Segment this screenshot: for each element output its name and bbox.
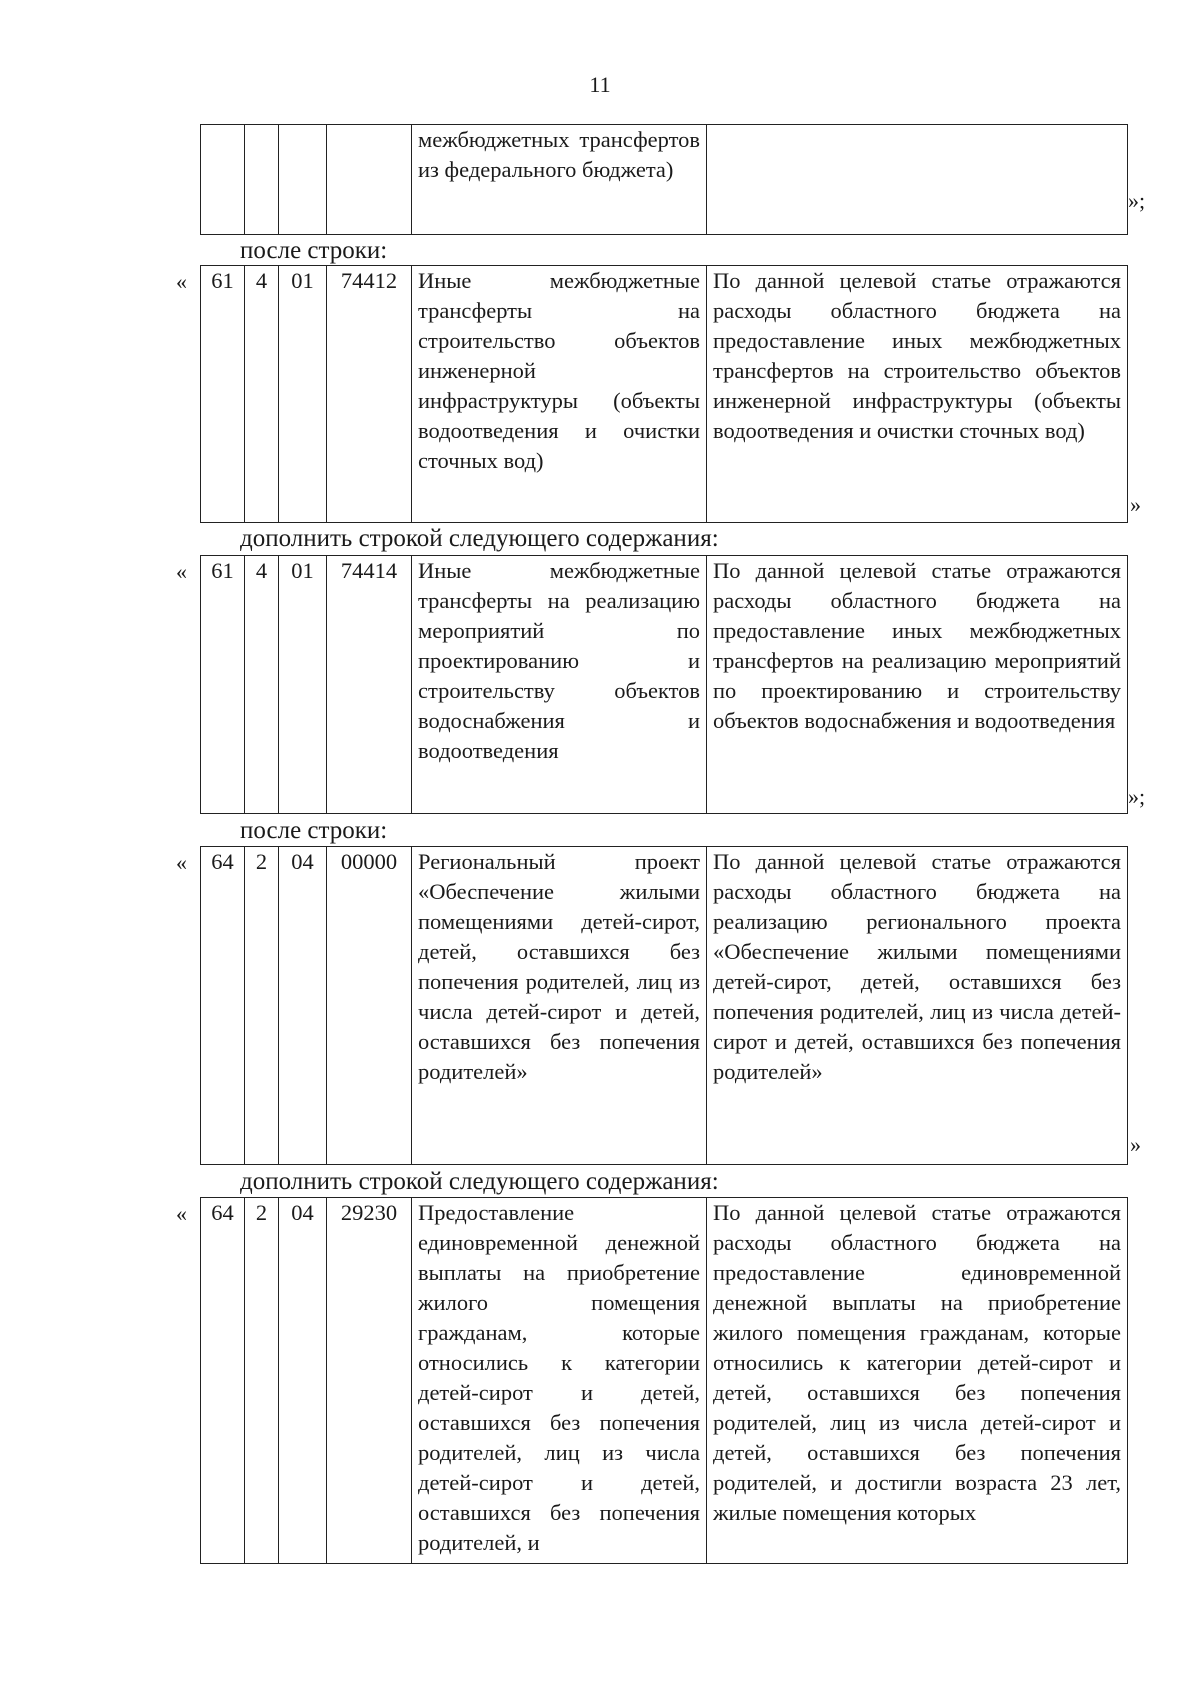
- code-group: 04: [279, 847, 327, 1165]
- code-subprogram: 4: [245, 556, 279, 814]
- budget-table: [200, 124, 1128, 235]
- opening-quote-mark: «: [176, 850, 187, 875]
- closing-quote-mark: »;: [1128, 188, 1146, 213]
- row-name-cell: Иные межбюджетные трансферты на строительство объектов инженерной инфраструктуры (объекты водоотведения и очистки сточных вод): [412, 266, 707, 523]
- budget-table: [200, 555, 1128, 814]
- code-program: 64: [201, 847, 245, 1165]
- code-program: 61: [201, 556, 245, 814]
- instruction-add-row: дополнить строкой следующего содержания:: [240, 1168, 719, 1195]
- opening-quote-mark: «: [176, 1201, 187, 1226]
- code-program: [201, 125, 245, 235]
- table-block-74412: [200, 265, 1128, 523]
- instruction-after-row: после строки:: [240, 817, 388, 844]
- code-subprogram: 4: [245, 266, 279, 523]
- code-direction: 74414: [327, 556, 412, 814]
- code-program: 64: [201, 1198, 245, 1564]
- budget-table: [200, 1197, 1128, 1564]
- code-direction: 74412: [327, 266, 412, 523]
- code-group: [279, 125, 327, 235]
- table-row: [201, 847, 1128, 1165]
- code-direction: [327, 125, 412, 235]
- table-block-continuation: [200, 124, 1128, 235]
- code-group: 01: [279, 266, 327, 523]
- code-program: 61: [201, 266, 245, 523]
- row-name-cell: Региональный проект «Обеспечение жилыми помещениями детей-сирот, детей, оставшихся без попечения родителей, лиц из числа детей-сирот и детей, оставшихся без попечения родителей»: [412, 847, 707, 1165]
- row-description-cell: По данной целевой статье отражаются расходы областного бюджета на реализацию регионального проекта «Обеспечение жилыми помещениями детей-сирот, детей, оставшихся без попечения родителей, лиц из числа детей-сирот и детей, оставшихся без попечения родителей»: [707, 847, 1128, 1165]
- code-subprogram: 2: [245, 1198, 279, 1564]
- row-description-cell: По данной целевой статье отражаются расходы областного бюджета на предоставление единовременной денежной выплаты на приобретение жилого помещения гражданам, которые относились к категории детей-сирот и детей, оставшихся без попечения родителей, лиц из числа детей-сирот и детей, оставшихся без попечения родителей, и достигли возраста 23 лет, жилые помещения которых: [707, 1198, 1128, 1564]
- table-row: [201, 556, 1128, 814]
- closing-quote-mark: »: [1130, 492, 1141, 517]
- row-description-cell: [707, 125, 1128, 235]
- code-subprogram: 2: [245, 847, 279, 1165]
- table-row: [201, 1198, 1128, 1564]
- budget-table: [200, 265, 1128, 523]
- instruction-after-row: после строки:: [240, 237, 388, 264]
- table-row: [201, 266, 1128, 523]
- row-name-cell: Иные межбюджетные трансферты на реализацию мероприятий по проектированию и строительству объектов водоснабжения и водоотведения: [412, 556, 707, 814]
- code-direction: 00000: [327, 847, 412, 1165]
- code-direction: 29230: [327, 1198, 412, 1564]
- row-description-cell: По данной целевой статье отражаются расходы областного бюджета на предоставление иных межбюджетных трансфертов на реализацию мероприятий по проектированию и строительству объектов водоснабжения и водоотведения: [707, 556, 1128, 814]
- code-subprogram: [245, 125, 279, 235]
- opening-quote-mark: «: [176, 559, 187, 584]
- row-name-cell: межбюджетных трансфертов из федерального бюджета): [412, 125, 707, 235]
- closing-quote-mark: »: [1130, 1132, 1141, 1157]
- code-group: 01: [279, 556, 327, 814]
- opening-quote-mark: «: [176, 269, 187, 294]
- row-description-cell: По данной целевой статье отражаются расходы областного бюджета на предоставление иных межбюджетных трансфертов на строительство объектов инженерной инфраструктуры (объекты водоотведения и очистки сточных вод): [707, 266, 1128, 523]
- budget-table: [200, 846, 1128, 1165]
- table-block-29230: [200, 1197, 1128, 1564]
- table-row: [201, 125, 1128, 235]
- table-block-00000: [200, 846, 1128, 1165]
- code-group: 04: [279, 1198, 327, 1564]
- row-name-cell: Предоставление единовременной денежной выплаты на приобретение жилого помещения гражданам, которые относились к категории детей-сирот и детей, оставшихся без попечения родителей, лиц из числа детей-сирот и детей, оставшихся без попечения родителей, и: [412, 1198, 707, 1564]
- page-number: 11: [589, 72, 611, 97]
- closing-quote-mark: »;: [1128, 784, 1146, 809]
- table-block-74414: [200, 555, 1128, 814]
- instruction-add-row: дополнить строкой следующего содержания:: [240, 525, 719, 552]
